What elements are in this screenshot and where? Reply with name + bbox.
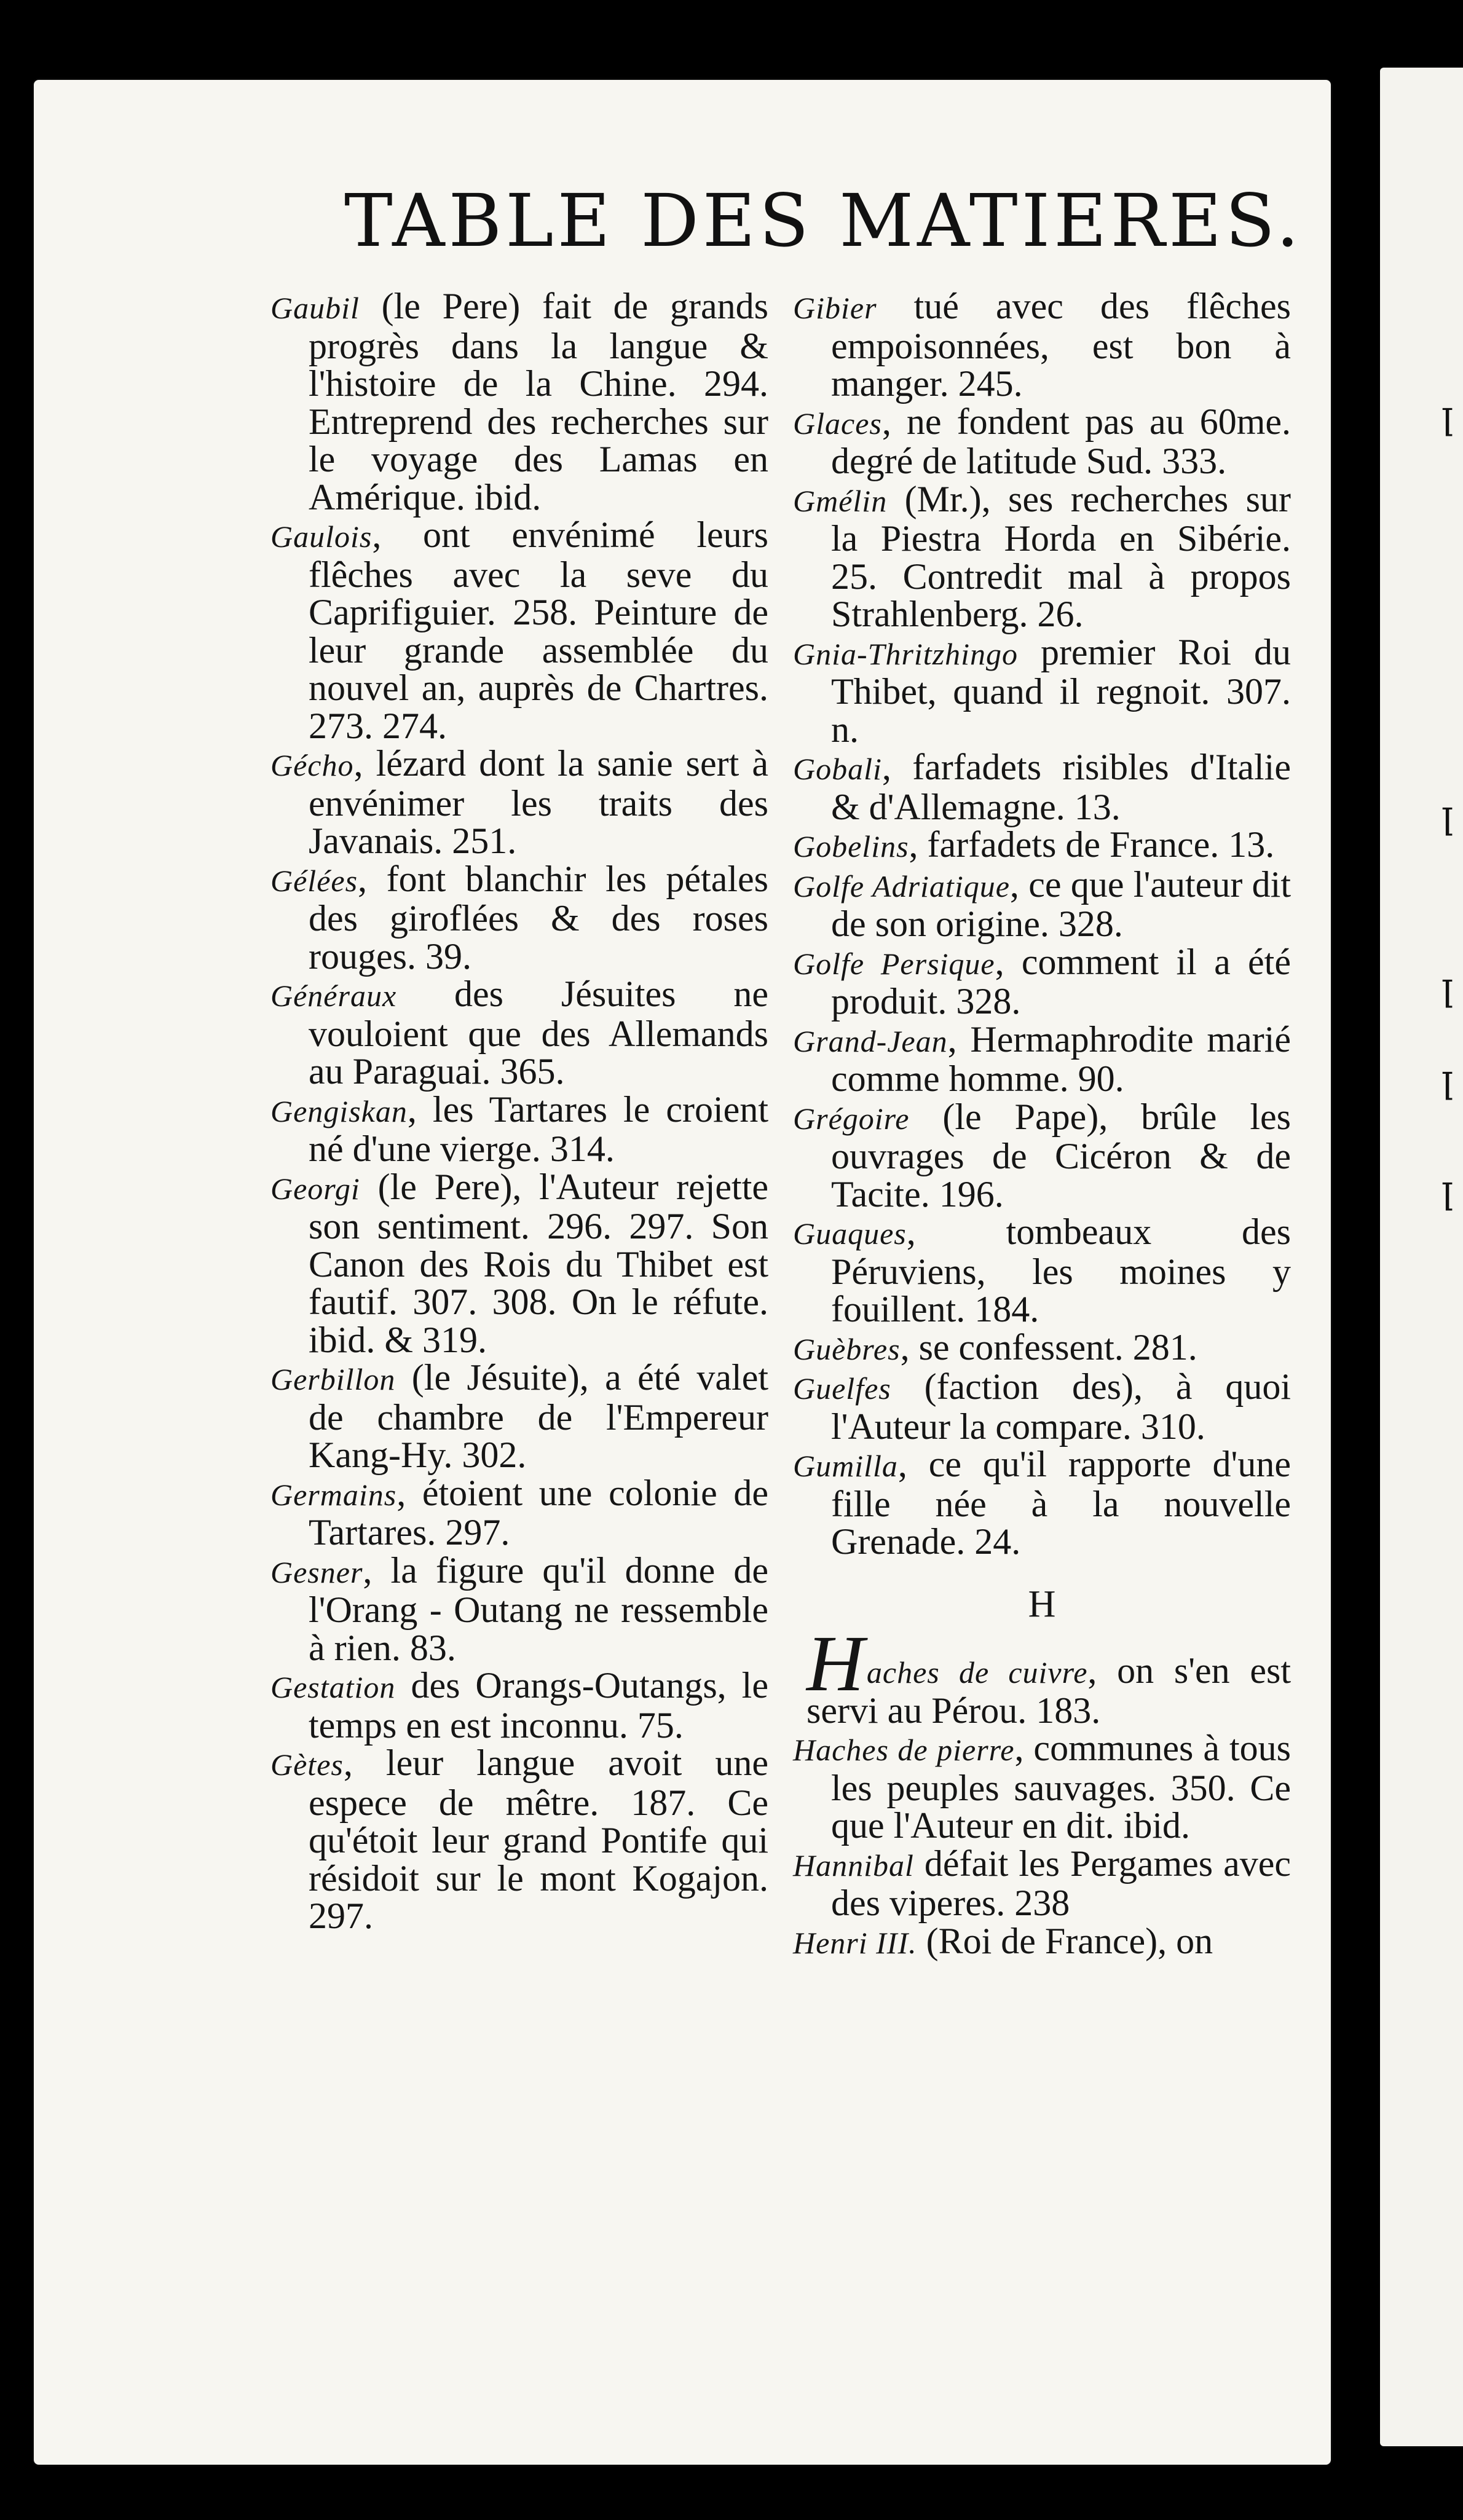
index-entry [793, 1213, 1291, 1329]
index-entry-text: , communes à tous les peuples sauvages. 350. Ce que l'Auteur en dit. ibid. [831, 1728, 1291, 1846]
index-entry-text: , on s'en est servi au Pérou. 183. [806, 1650, 1291, 1731]
index-entry-text: , leur langue avoit une espece de mêtre. 187. Ce qu'étoit leur grand Pontife qui résidoit sur le mont Kogajon. 297. [309, 1742, 768, 1936]
index-entry [793, 826, 1291, 866]
index-term: Golfe Persique [793, 946, 995, 981]
index-term: Grégoire [793, 1101, 910, 1136]
index-entry-text: des Jésuites ne vouloient que des Allemands au Paraguai. 365. [309, 974, 768, 1092]
index-term: Guaques [793, 1216, 907, 1251]
index-entry-text: , les Tartares le croient né d'une vierge. 314. [309, 1089, 768, 1169]
index-entry-text: , ne fondent pas au 60me. degré de latitude Sud. 333. [831, 401, 1291, 481]
index-entry [793, 631, 1291, 750]
index-entry-text: des Orangs-Outangs, le temps en est inconnu. 75. [309, 1665, 768, 1746]
index-entry [793, 1920, 1291, 1963]
index-entry-text: (faction des), à quoi l'Auteur la compare. 310. [831, 1366, 1291, 1447]
index-term: Gobelins [793, 829, 909, 864]
index-term: Gestation [270, 1670, 396, 1704]
index-term: Gélées [270, 863, 358, 898]
index-term: Guèbres [793, 1331, 901, 1366]
index-entry-text: (Roi de France), on [917, 1920, 1213, 1961]
index-entry [793, 1845, 1291, 1923]
index-entry [793, 1326, 1291, 1369]
index-entry-text: , se confessent. 281. [900, 1326, 1197, 1368]
index-term: Gobali [793, 752, 882, 786]
index-entry-text: , comment il a été produit. 328. [831, 941, 1291, 1022]
index-entry [793, 749, 1291, 826]
index-section-g [793, 288, 1291, 1561]
index-entry [270, 975, 768, 1091]
index-entry [793, 1620, 1291, 1731]
facing-page-mark: ꞁ [1441, 393, 1454, 436]
index-entry-text: défait les Pergames avec des viperes. 238 [831, 1843, 1291, 1923]
index-term: aches de cuivre [866, 1655, 1088, 1690]
index-entry [270, 745, 768, 860]
index-term: Guelfes [793, 1371, 891, 1406]
index-entry-text: , ce que l'auteur dit de son origine. 328. [831, 864, 1291, 944]
index-entry [793, 478, 1291, 634]
index-entry-text: , la figure qu'il donne de l'Orang - Outang ne ressemble à rien. 83. [309, 1549, 768, 1668]
index-term: Hannibal [793, 1848, 914, 1883]
index-entry-text: (le Jésuite), a été valet de chambre de l'Empereur Kang-Hy. 302. [309, 1357, 768, 1475]
index-term: Gmélin [793, 483, 888, 518]
index-term: Grand-Jean [793, 1023, 948, 1058]
index-term: Généraux [270, 978, 397, 1013]
index-term: Gaulois [270, 519, 373, 554]
index-entry-text: , farfadets risibles d'Italie & d'Allemagne. 13. [831, 747, 1291, 827]
index-entry-text: premier Roi du Thibet, quand il regnoit. 307. n. [831, 631, 1291, 750]
index-term: Gesner [270, 1554, 363, 1589]
index-entry [270, 1667, 768, 1744]
drop-initial: H [806, 1620, 864, 1708]
facing-page-mark: ꞁ [1441, 793, 1454, 836]
index-entry [270, 1744, 768, 1935]
index-entry [270, 1091, 768, 1168]
index-entry [793, 403, 1291, 481]
index-term: Gerbillon [270, 1362, 396, 1396]
index-entry-text: , font blanchir les pétales des giroflées & des roses rouges. 39. [309, 858, 768, 977]
index-entry [793, 943, 1291, 1021]
index-column-right [793, 288, 1291, 1962]
index-entry-text: (le Pere) fait de grands progrès dans la langue & l'histoire de la Chine. 294. Entreprend des recherches sur le voyage des Lamas en Amérique. ibid. [309, 286, 768, 518]
index-term: Gnia-Thritzhingo [793, 636, 1019, 671]
section-letter-heading: H [1028, 1583, 1056, 1625]
index-entry-text: (le Pape), brûle les ouvrages de Cicéron & de Tacite. 196. [831, 1096, 1291, 1215]
index-term: Gengiskan [270, 1093, 408, 1128]
index-entry-text: , tombeaux des Péruviens, les moines y fouillent. 184. [831, 1211, 1291, 1329]
index-entry [793, 1446, 1291, 1561]
page-title: TABLE DES MATIERES. [344, 178, 1303, 263]
index-entry [793, 1018, 1291, 1099]
index-term: Germains [270, 1477, 397, 1512]
index-section-h [793, 1620, 1291, 1962]
index-term: Henri III. [793, 1925, 917, 1960]
index-entry [793, 1730, 1291, 1845]
facing-page-mark: ꞁ [1441, 1057, 1454, 1100]
index-entry [793, 288, 1291, 403]
index-entry-text: , ont envénimé leurs flêches avec la seve du Caprifiguier. 258. Peinture de leur grande assemblée du nouvel an, auprès de Chartres. 273. 274. [309, 514, 768, 746]
index-term: Gumilla [793, 1449, 898, 1483]
index-entry [270, 516, 768, 745]
index-entry-text: , lézard dont la sanie sert à envénimer les traits des Javanais. 251. [309, 743, 768, 861]
index-entry [270, 1359, 768, 1475]
index-term: Georgi [270, 1171, 360, 1206]
index-term: Glaces [793, 406, 882, 441]
index-entry-text: , étoient une colonie de Tartares. 297. [309, 1472, 768, 1553]
index-entry-text: , farfadets de France. 13. [909, 824, 1275, 865]
index-entry-text: (le Pere), l'Auteur rejette son sentiment. 296. 297. Son Canon des Rois du Thibet est fautif. 307. 308. On le réfute. ibid. & 319. [309, 1166, 768, 1360]
index-term: Gètes [270, 1747, 344, 1782]
index-term: Gaubil [270, 291, 360, 325]
index-term: Haches de pierre [793, 1733, 1015, 1767]
index-entry [270, 288, 768, 516]
index-entry [793, 1098, 1291, 1214]
index-entry [793, 1368, 1291, 1446]
facing-page-mark: ꞁ [1441, 965, 1454, 1008]
index-term: Golfe Adriatique [793, 868, 1010, 904]
index-entry [793, 866, 1291, 943]
index-entry-text: , ce qu'il rapporte d'une fille née à la nouvelle Grenade. 24. [831, 1444, 1291, 1562]
index-entry [270, 1472, 768, 1553]
index-entry [270, 1549, 768, 1668]
index-entry-text: , Hermaphrodite marié comme homme. 90. [831, 1018, 1291, 1099]
index-entry-text: tué avec des flêches empoisonnées, est bon à manger. 245. [831, 286, 1291, 404]
index-column-left [270, 288, 768, 1935]
index-entry [270, 860, 768, 976]
index-entry-text: (Mr.), ses recherches sur la Piestra Horda en Sibérie. 25. Contredit mal à propos Strahlenberg. 26. [831, 478, 1291, 634]
index-term: Gibier [793, 291, 877, 325]
index-entry [270, 1168, 768, 1360]
facing-page-mark: ꞁ [1441, 1168, 1454, 1211]
index-term: Gécho [270, 748, 354, 782]
